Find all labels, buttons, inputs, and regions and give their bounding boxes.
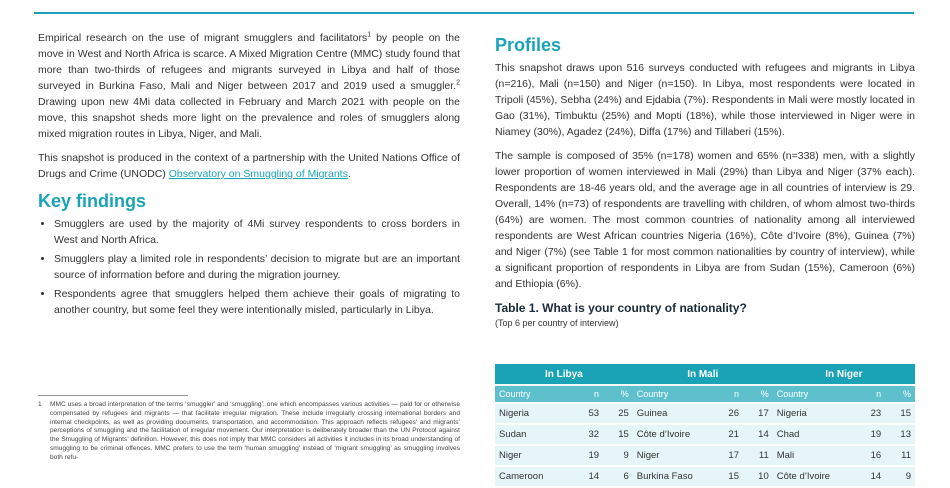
table-row: [495, 404, 915, 423]
pct-cell: 11: [885, 446, 915, 465]
n-cell: 19: [843, 425, 885, 444]
footnote: [38, 401, 460, 463]
n-cell: 14: [561, 467, 603, 486]
n-cell: 32: [561, 425, 603, 444]
col-country: Country: [633, 386, 701, 402]
pct-cell: 15: [603, 425, 633, 444]
table-title: Table 1. What is your country of nationality?: [495, 301, 747, 315]
country-cell: Burkina Faso: [633, 467, 701, 486]
footnote-ref-1[interactable]: 1: [367, 31, 372, 39]
col-n: n: [843, 386, 885, 402]
country-cell: Cameroon: [495, 467, 561, 486]
country-cell: Mali: [773, 446, 844, 465]
country-cell: Côte d’Ivoire: [633, 425, 701, 444]
finding-item: • Respondents agree that smugglers helped them achieve their goals of migrating to another country, but some feel they were intentionally misled, particularly in Libya.: [54, 286, 460, 318]
group-header-mali: In Mali: [633, 364, 773, 384]
n-cell: 14: [843, 467, 885, 486]
findings-list: [38, 216, 460, 318]
n-cell: 16: [843, 446, 885, 465]
n-cell: 21: [701, 425, 743, 444]
country-cell: Nigeria: [495, 404, 561, 423]
nationality-table: [495, 362, 915, 488]
col-country: Country: [773, 386, 844, 402]
table-subtitle: (Top 6 per country of interview): [495, 318, 619, 328]
footnote-text: MMC uses a broad interpretation of the terms ‘smuggler’ and ‘smuggling’, one which encompasses various activities — paid for or otherwise compensated by refugees and migrants — that facilitate irregular migration. These include irregularly crossing international borders and internal checkpoints, as well as providing documents, transportation, and accommodation. This approach reflects refugees’ and migrants’ perceptions of smuggling and the facilitation of irregular movement. Our interpretation is deliberately broader than the UN Protocol against the Smuggling of Migrants’ definition. However, this does not imply that MMC considers all activities it includes in its broad understanding of smuggling to be criminal offences. MMC prefers to use the term ‘human smuggling’ instead of ‘migrant smuggling’ as smuggling involves both refu-: [50, 401, 460, 461]
intro-paragraph: Empirical research on the use of migrant smugglers and facilitators$^1$ by people on the move in West and North Africa is scarce. A Mixed Migration Centre (MMC) study found that more than two-thirds of refugees and migrants surveyed in Libya and half of those surveyed in Burkina Faso, Mali and Niger between 2017 and 2019 used a smuggler.$^2$ Drawing upon new 4Mi data collected in February and March 2021 with people on the move, this snapshot sheds more light on the prevalence and roles of smugglers along mixed migration routes in Libya, Niger, and Mali.: [38, 31, 460, 140]
key-findings-heading: Key findings: [38, 191, 147, 211]
table-row: [495, 425, 915, 444]
group-header-libya: In Libya: [495, 364, 633, 384]
top-rule: [34, 12, 914, 14]
pct-cell: 9: [603, 446, 633, 465]
pct-cell: 17: [743, 404, 773, 423]
n-cell: 17: [701, 446, 743, 465]
n-cell: 15: [701, 467, 743, 486]
col-n: n: [701, 386, 743, 402]
country-cell: Niger: [633, 446, 701, 465]
country-cell: Côte d’Ivoire: [773, 467, 844, 486]
country-cell: Niger: [495, 446, 561, 465]
footnote-number: 1: [38, 401, 42, 408]
pct-cell: 9: [885, 467, 915, 486]
country-cell: Sudan: [495, 425, 561, 444]
col-country: Country: [495, 386, 561, 402]
n-cell: 23: [843, 404, 885, 423]
right-column: [495, 30, 915, 336]
table-row: [495, 467, 915, 486]
col-pct: %: [743, 386, 773, 402]
pct-cell: 13: [885, 425, 915, 444]
n-cell: 53: [561, 404, 603, 423]
table-row: [495, 446, 915, 465]
country-cell: Nigeria: [773, 404, 844, 423]
pct-cell: 25: [603, 404, 633, 423]
pct-cell: 14: [743, 425, 773, 444]
partner-paragraph: This snapshot is produced in the context of a partnership with the United Nations Office of Drugs and Crime (UNODC) Observatory on Smuggling of Migrants.: [38, 152, 460, 180]
pct-cell: 10: [743, 467, 773, 486]
col-pct: %: [885, 386, 915, 402]
group-header-niger: In Niger: [773, 364, 915, 384]
profiles-heading: Profiles: [495, 35, 562, 55]
country-cell: Guinea: [633, 404, 701, 423]
finding-item: • Smugglers play a limited role in respondents’ decision to migrate but are an important source of information before and during the migration journey.: [54, 251, 460, 283]
col-pct: %: [603, 386, 633, 402]
left-column: [38, 30, 460, 321]
footnote-divider: [38, 395, 188, 396]
pct-cell: 6: [603, 467, 633, 486]
profiles-paragraph-2: The sample is composed of 35% (n=178) women and 65% (n=338) men, with a slightly lower proportion of women interviewed in Mali (29%) than Libya and Niger (37% each). Respondents are 18-46 years old, and the average age in all countries of interview is 29. Overall, 14% (n=73) of respondents are travelling with children, of whom almost two-thirds (64%) are women. The most common countries of nationality among all interviewed respondents are West African countries Nigeria (16%), Côte d’Ivoire (8%), Guinea (7%) and Niger (7%) (see Table 1 for most common nationalities by country of interview), while a significant proportion of respondents in Libya are from Sudan (15%), Cameroon (6%) and Ethiopia (6%).: [495, 150, 915, 290]
country-cell: Chad: [773, 425, 844, 444]
profiles-paragraph-1: This snapshot draws upon 516 surveys conducted with refugees and migrants in Libya (n=216), Mali (n=150) and Niger (n=150). In Libya, most respondents were located in Tripoli (45%), Sebha (24%) and Ejdabia (7%). Respondents in Mali were mostly located in Gao (31%), Timbuktu (25%) and Mopti (18%), while those interviewed in Niger were in Niamey (30%), Agadez (24%), Diffa (17%) and Tillaberi (15%).: [495, 62, 915, 138]
col-n: n: [561, 386, 603, 402]
finding-item: • Smugglers are used by the majority of 4Mi survey respondents to cross borders in West and North Africa.: [54, 216, 460, 248]
n-cell: 19: [561, 446, 603, 465]
pct-cell: 11: [743, 446, 773, 465]
footnote-ref-2[interactable]: 2: [456, 79, 460, 87]
column-header-row: [495, 386, 915, 402]
pct-cell: 15: [885, 404, 915, 423]
observatory-link[interactable]: Observatory on Smuggling of Migrants: [168, 168, 348, 180]
n-cell: 26: [701, 404, 743, 423]
